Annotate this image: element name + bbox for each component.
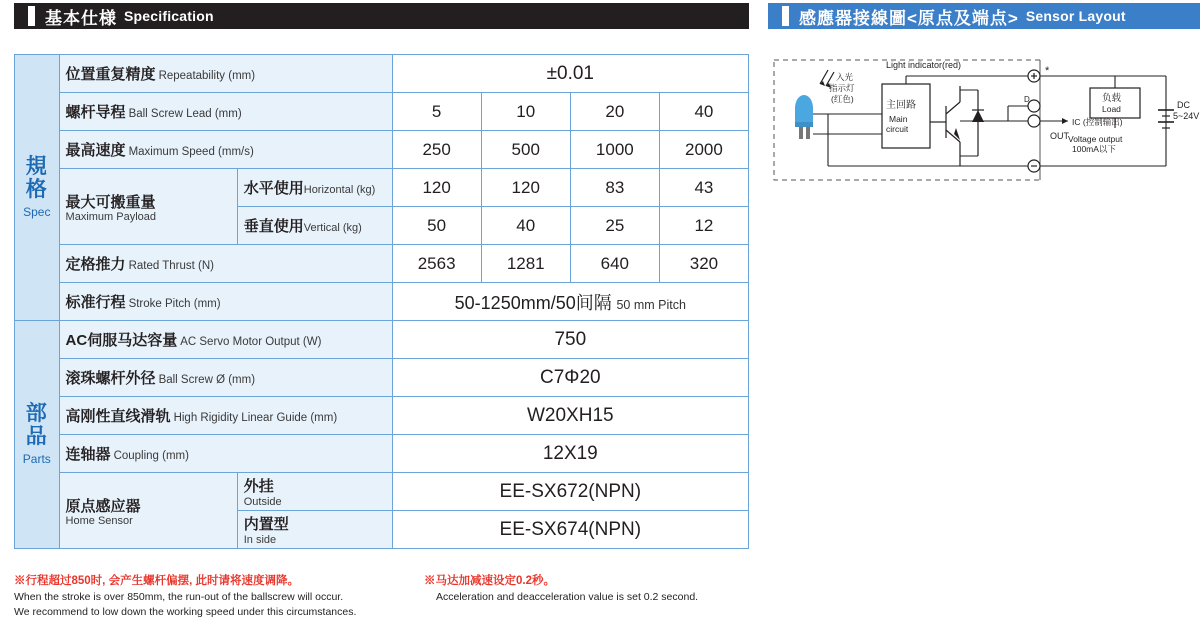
footnote-right [424,573,744,605]
value-servo-motor-output: 750 [392,321,748,359]
main-circuit-en-2: circuit [886,124,909,134]
light-indicator-cn-1: 入光 [836,72,854,82]
group-label-spec-cn: 規格 [25,155,48,201]
label-cn: 最大可搬重量 [65,193,156,211]
main-circuit-en-1: Main [889,114,908,124]
sub-label-cn: 内置型 [243,515,289,533]
light-indicator-cn-3: (红色) [831,94,854,104]
specification-table [14,54,749,549]
sub-label-en: In side [243,533,277,546]
group-label-parts [15,321,60,549]
footnote-right-en: Acceleration and deacceleration value is set 0.2 second. [436,590,699,603]
dc-label-1: DC [1177,100,1190,110]
footnote-left-cn: ※行程超过850时, 会产生螺杆偏摆, 此时请将速度调降。 [14,575,299,587]
label-cn: 连轴器 [65,446,111,463]
svg-text:D: D [1024,95,1030,104]
label-en: Rated Thrust (N) [128,260,214,272]
value-horizontal-3: 83 [570,169,659,207]
footnote-left [14,573,434,620]
value-stroke-pitch-sub: 50 mm Pitch [616,297,686,312]
footnote-left-en-1: When the stroke is over 850mm, the run-out of the ballscrew will occur. [14,590,344,603]
sensor-header-title-en: Sensor Layout [1025,8,1126,24]
value-speed-2: 500 [481,131,570,169]
header-accent-bar [782,6,789,26]
sub-label-horizontal [237,169,392,207]
label-en: Ball Screw Lead (mm) [128,108,242,120]
value-thrust-3: 640 [570,245,659,283]
value-vertical-2: 40 [481,207,570,245]
sensor-layout-diagram [768,46,1200,206]
sub-label-en: Outside [243,495,282,508]
sub-label-cn: 外挂 [243,477,274,495]
sub-label-outside [237,473,392,511]
value-speed-1: 250 [392,131,481,169]
label-en: Maximum Speed (mm/s) [128,146,254,158]
row-label-linear-guide [59,397,392,435]
load-cn: 负载 [1102,93,1122,104]
load-en: Load [1102,104,1121,114]
table-row [15,473,749,511]
table-row [15,435,749,473]
label-cn: 螺杆导程 [65,104,126,121]
label-cn: 标准行程 [65,294,126,311]
label-en: Repeatability (mm) [158,70,256,82]
group-label-spec-en: Spec [23,204,51,219]
value-thrust-4: 320 [659,245,748,283]
label-cn: AC伺服马达容量 [65,332,178,349]
row-label-ball-screw-diameter [59,359,392,397]
main-circuit-cn: 主回路 [886,100,916,111]
light-indicator-label: Light indicator(red) [886,60,962,70]
value-repeatability: ±0.01 [392,55,748,93]
value-thrust-2: 1281 [481,245,570,283]
label-en: AC Servo Motor Output (W) [180,336,322,348]
value-home-sensor-outside: EE-SX672(NPN) [392,473,748,511]
value-stroke-pitch [392,283,748,321]
value-speed-3: 1000 [570,131,659,169]
row-label-servo-motor-output [59,321,392,359]
footnote-left-en-2: We recommend to low down the working speed under this circumstances. [14,605,357,618]
table-row [15,169,749,207]
sub-label-en: Horizontal (kg) [303,184,376,196]
group-label-parts-en: Parts [22,451,51,466]
sub-label-cn: 水平使用 [243,180,304,197]
label-cn: 位置重复精度 [65,66,156,83]
voltage-output-1: Voltage output [1068,134,1123,144]
label-cn: 滚珠螺杆外径 [65,370,156,387]
header-accent-bar [28,6,35,26]
footnote-right-cn: ※马达加减速设定0.2秒。 [424,575,555,587]
label-cn: 原点感应器 [65,497,141,515]
sub-label-inside [237,511,392,549]
label-cn: 最高速度 [65,142,126,159]
row-label-ball-screw-lead [59,93,392,131]
value-home-sensor-inside: EE-SX674(NPN) [392,511,748,549]
table-row [15,55,749,93]
value-speed-4: 2000 [659,131,748,169]
row-label-repeatability [59,55,392,93]
sub-label-cn: 垂直使用 [243,218,304,235]
row-label-maximum-payload [59,169,237,245]
sensor-section-header [768,3,1200,29]
spec-header-title-cn: 基本仕様 [45,8,117,28]
value-linear-guide: W20XH15 [392,397,748,435]
group-label-parts-cn: 部品 [25,402,48,448]
label-en: High Rigidity Linear Guide (mm) [173,412,338,424]
value-stroke-pitch-main: 50-1250mm/50间隔 [454,292,612,313]
table-row [15,93,749,131]
light-indicator-cn-2: 指示灯 [829,83,855,93]
row-label-coupling [59,435,392,473]
spec-section-header [14,3,749,29]
row-label-home-sensor [59,473,237,549]
label-en: Stroke Pitch (mm) [128,298,221,310]
row-label-rated-thrust [59,245,392,283]
table-row [15,245,749,283]
star-marker: * [1045,65,1050,77]
value-horizontal-2: 120 [481,169,570,207]
label-en: Maximum Payload [65,210,157,223]
ic-label: IC (控制输出) [1072,117,1123,127]
value-horizontal-1: 120 [392,169,481,207]
value-horizontal-4: 43 [659,169,748,207]
table-row [15,321,749,359]
value-coupling: 12X19 [392,435,748,473]
label-en: Coupling (mm) [113,450,189,462]
label-cn: 定格推力 [65,256,126,273]
table-row [15,359,749,397]
value-lead-4: 40 [659,93,748,131]
dc-label-2: 5~24V [1173,111,1200,121]
row-label-maximum-speed [59,131,392,169]
sub-label-en: Vertical (kg) [303,222,362,234]
value-vertical-1: 50 [392,207,481,245]
label-cn: 高刚性直线滑轨 [65,408,171,425]
label-en: Home Sensor [65,514,133,527]
spec-header-title-en: Specification [124,8,214,24]
value-lead-3: 20 [570,93,659,131]
out-label: OUT [1050,131,1069,141]
label-en: Ball Screw Ø (mm) [158,374,256,386]
sensor-header-title-cn: 感應器接線圖<原点及端点> [799,8,1019,28]
group-label-spec [15,55,60,321]
sub-label-vertical [237,207,392,245]
table-row [15,131,749,169]
table-row [15,283,749,321]
value-lead-2: 10 [481,93,570,131]
value-vertical-3: 25 [570,207,659,245]
voltage-output-2: 100mA以下 [1072,144,1116,154]
value-thrust-1: 2563 [392,245,481,283]
table-row [15,397,749,435]
value-ball-screw-diameter: C7Φ20 [392,359,748,397]
row-label-stroke-pitch [59,283,392,321]
value-lead-1: 5 [392,93,481,131]
value-vertical-4: 12 [659,207,748,245]
